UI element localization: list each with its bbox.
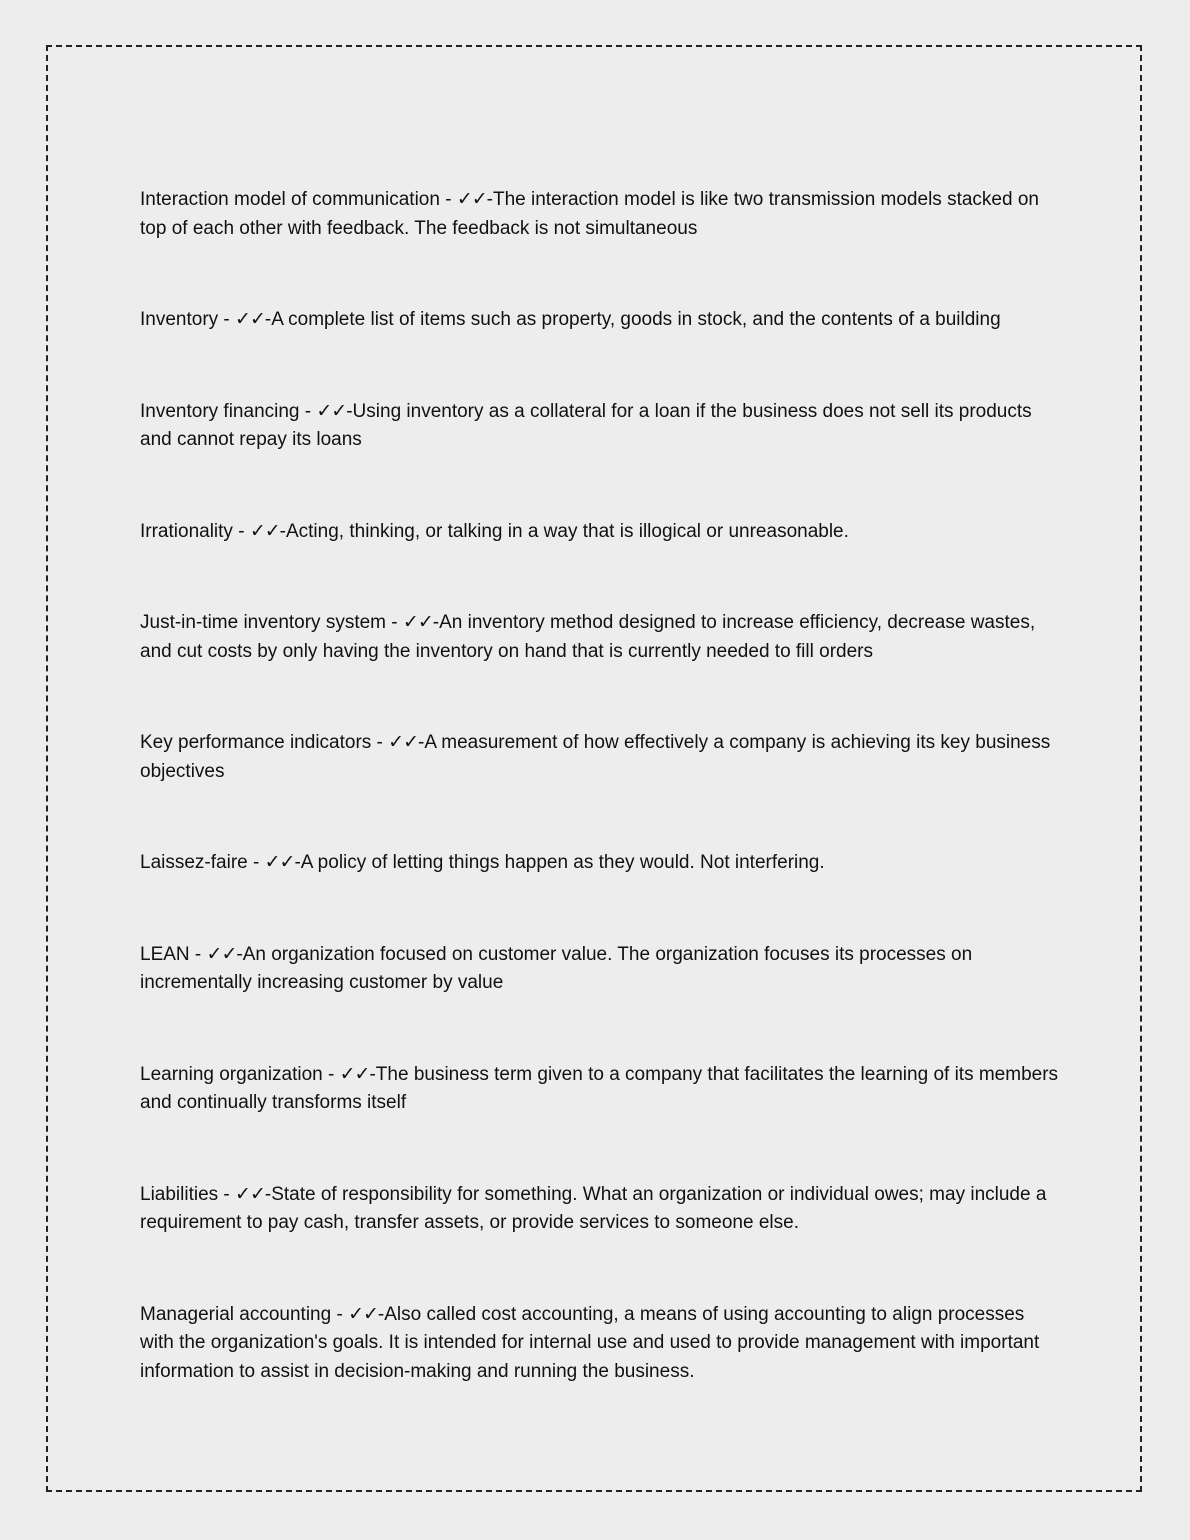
glossary-entry [140,1300,1060,1387]
entry-definition: -Using inventory as a collateral for a loan if the business does not sell its products and cannot repay its loans [140,400,1032,450]
double-check-icon: ✓✓ [235,1182,265,1205]
entry-term: Laissez-faire [140,852,248,873]
entry-definition: -A measurement of how effectively a company is achieving its key business objectives [140,732,1051,782]
glossary-entry [140,940,1060,998]
double-check-icon: ✓✓ [206,942,237,965]
entry-term: Inventory [140,309,219,330]
entry-definition: -State of responsibility for something. What an organization or individual owes; may include a requirement to pay cash, transfer assets, or provide services to someone else. [140,1183,1047,1233]
entry-term: Inventory financing [140,400,300,422]
entry-term: Key performance indicators [140,732,372,753]
entry-term: LEAN [140,943,190,965]
double-check-icon: ✓✓ [402,611,433,633]
glossary-entry [140,608,1060,666]
glossary-entry [140,1180,1060,1238]
entry-term: Managerial accounting [140,1303,332,1325]
entry-definition: -An inventory method designed to increase efficiency, decrease wastes, and cut costs by only having the inventory on hand that is currently needed to fill orders [140,612,1036,662]
glossary-entry [140,305,1060,335]
double-check-icon: ✓✓ [249,519,280,542]
entry-term: Interaction model of communication [140,189,440,210]
double-check-icon: ✓✓ [348,1302,378,1325]
entry-separator: - [322,1063,340,1085]
glossary-entry [140,397,1060,455]
glossary-entry [140,185,1060,243]
entry-term: Liabilities [140,1183,219,1205]
entry-separator: - [218,1183,236,1205]
entry-definition: -The business term given to a company that facilitates the learning of its members and continually transforms itself [140,1063,1059,1113]
double-check-icon: ✓✓ [456,188,487,210]
glossary-entry [140,1060,1060,1118]
entry-definition: -The interaction model is like two transmission models stacked on top of each other with feedback. The feedback is not simultaneous [140,189,1039,239]
entry-separator: - [218,309,236,330]
double-check-icon: ✓✓ [388,731,419,753]
entry-term: Just-in-time inventory system [140,612,387,633]
entry-separator: - [232,520,250,542]
entry-definition: -An organization focused on customer value. The organization focuses its processes on incrementally increasing customer by value [140,943,973,993]
entry-definition: -A policy of letting things happen as they would. Not interfering. [294,852,825,873]
glossary-list [140,185,1060,1448]
glossary-entry [140,517,1060,547]
entry-separator: - [189,943,207,965]
entry-definition: -Also called cost accounting, a means of using accounting to align processes with the organization's goals. It is intended for internal use and used to provide management with important information to assist in decision-making and running the business. [140,1303,1040,1382]
double-check-icon: ✓✓ [316,399,347,422]
entry-definition: -Acting, thinking, or talking in a way that is illogical or unreasonable. [279,520,849,542]
glossary-entry [140,848,1060,878]
double-check-icon: ✓✓ [339,1062,370,1085]
double-check-icon: ✓✓ [264,851,295,873]
entry-separator: - [299,400,317,422]
entry-definition: -A complete list of items such as property, goods in stock, and the contents of a building [264,309,1001,330]
glossary-entry [140,728,1060,786]
entry-separator: - [439,189,457,210]
entry-separator: - [386,612,403,633]
entry-term: Learning organization [140,1063,323,1085]
entry-separator: - [331,1303,349,1325]
entry-separator: - [371,732,389,753]
entry-term: Irrationality [140,520,233,542]
entry-separator: - [247,852,265,873]
double-check-icon: ✓✓ [235,308,265,330]
